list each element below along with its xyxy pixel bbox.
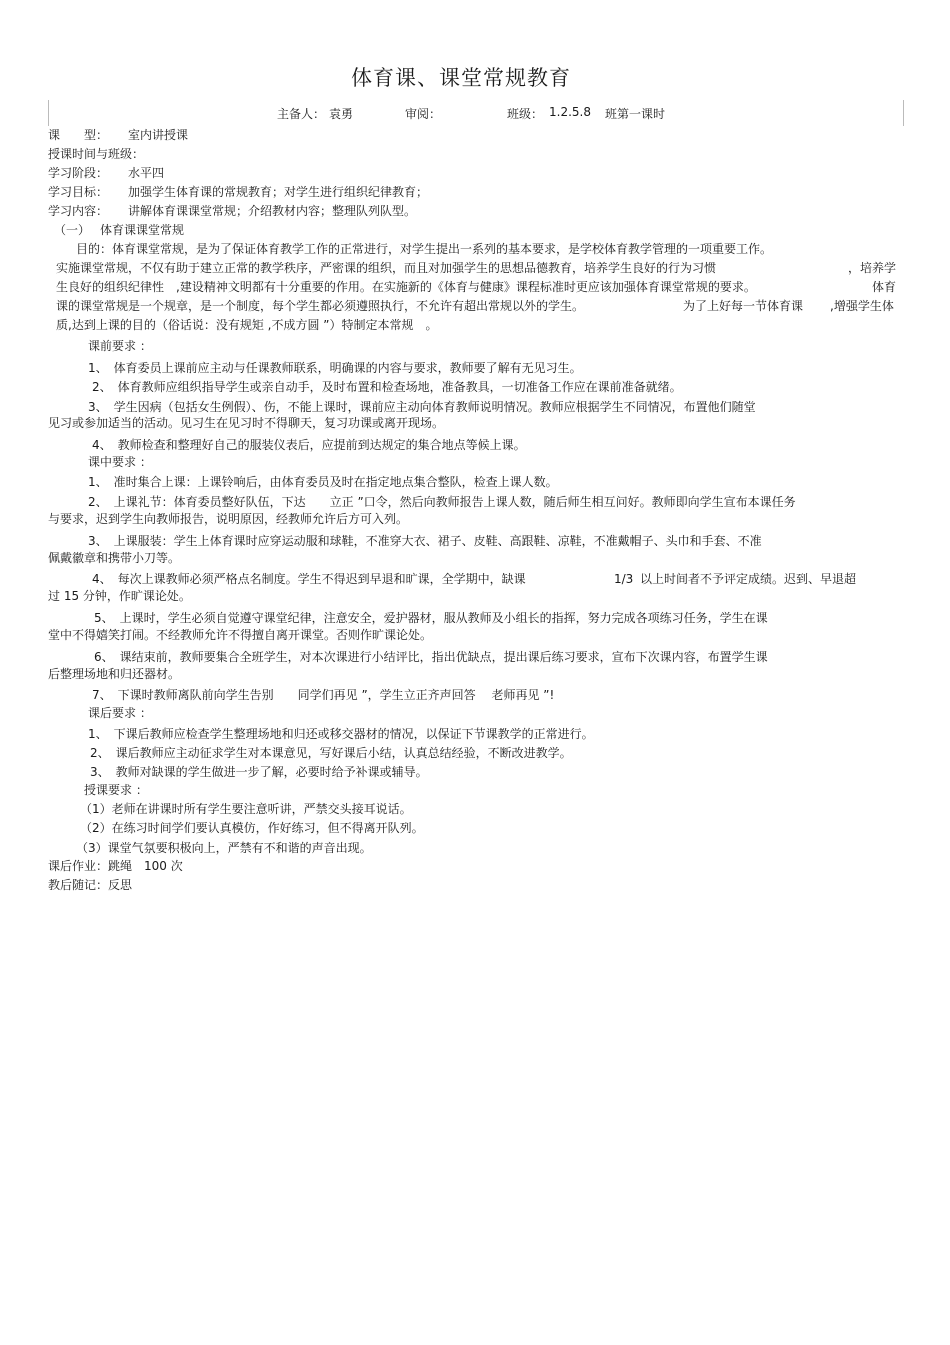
purpose-line: 体育: [872, 280, 897, 294]
list-item: 7、 下课时教师离队前向学生告别 同学们再见 ”，学生立正齐声回答 老师再见 ”!: [92, 688, 555, 702]
list-item: 2、 课后教师应主动征求学生对本课意见，写好课后小结，认真总结经验，不断改进教学。: [90, 746, 572, 760]
class-value: 1.2.5.8: [549, 105, 591, 119]
list-item: 后整理场地和归还器材。: [48, 667, 181, 681]
purpose-line: 目的：体育课堂常规，是为了保证体育教学工作的正常进行，对学生提出一系列的基本要求，是学校体育教学管理的一项重要工作。: [76, 242, 773, 256]
list-item: （1）老师在讲课时所有学生要注意听讲，严禁交头接耳说话。: [80, 802, 412, 816]
teaching-heading: 授课要求 ：: [84, 783, 148, 797]
list-item: 2、 上课礼节：体育委员整好队伍，下达 立正 ”口令，然后向教师报告上课人数，随后师生相互问好。教师即向学生宣布本课任务: [88, 495, 796, 509]
purpose-line: 实施课堂常规，不仅有助于建立正常的教学秩序，严密课的组织，而且对加强学生的思想品德教育，培养学生良好的行为习惯: [56, 261, 717, 275]
homework: [48, 858, 183, 875]
before-class-heading: 课前要求 ：: [88, 339, 152, 353]
list-item: 1、 准时集合上课：上课铃响后，由体育委员及时在指定地点集合整队，检查上课人数。: [88, 475, 558, 489]
list-item: 1/3: [614, 572, 634, 586]
purpose-line: 为了上好每一节体育课: [683, 299, 804, 313]
purpose-line: ，培养学: [848, 261, 897, 275]
class-label: 班级：: [507, 107, 544, 121]
notes-label: 教后随记：: [48, 878, 109, 892]
learning-goal: [48, 184, 428, 201]
list-item: 见习或参加适当的活动。见习生在见习时不得聊天，复习功课或离开现场。: [48, 416, 445, 430]
list-item: 3、 教师对缺课的学生做进一步了解，必要时给予补课或辅导。: [90, 765, 428, 779]
section-heading: [54, 222, 184, 239]
list-item: 2、 体育教师应组织指导学生或亲自动手，及时布置和检查场地，准备教具，一切准备工作应在课前准备就绪。: [92, 380, 682, 394]
list-item: 1、 下课后教师应检查学生整理场地和归还或移交器材的情况，以保证下节课教学的正常进行。: [88, 727, 594, 741]
reviewer-label: 审阅：: [405, 107, 442, 121]
list-item: 4、 每次上课教师必须严格点名制度。学生不得迟到早退和旷课，全学期中，缺课: [92, 572, 526, 586]
notes-value: 反思: [108, 878, 133, 892]
list-item: 3、 学生因病（包括女生例假）、伤，不能上课时，课前应主动向体育教师说明情况。教师应根据学生不同情况，布置他们随堂: [88, 400, 756, 414]
lesson-time-label: 授课时间与班级：: [48, 147, 145, 161]
learning-stage-value: 水平四: [128, 166, 165, 180]
header-info: [48, 100, 904, 126]
list-item: 以上时间者不予评定成绩。迟到、早退超: [640, 572, 857, 586]
list-item: 1、 体育委员上课前应主动与任课教师联系，明确课的内容与要求，教师要了解有无见习生。: [88, 361, 582, 375]
list-item: 3、 上课服装：学生上体育课时应穿运动服和球鞋，不准穿大衣、裙子、皮鞋、高跟鞋、凉鞋，不准戴帽子、头巾和手套、不准: [88, 534, 762, 548]
homework-value: 跳绳 100 次: [108, 859, 183, 873]
list-item: 堂中不得嬉笑打闹。不经教师允许不得擅自离开课堂。否则作旷课论处。: [48, 628, 433, 642]
during-class-heading: 课中要求 ：: [88, 455, 152, 469]
lesson-type: [48, 127, 188, 144]
section-number: （一）: [54, 223, 91, 237]
list-item: 佩戴徽章和携带小刀等。: [48, 551, 181, 565]
list-item: 过 15 分钟，作旷课论处。: [48, 589, 191, 603]
learning-content: [48, 203, 416, 220]
after-class-heading: 课后要求 ：: [88, 706, 152, 720]
list-item: 5、 上课时，学生必须自觉遵守课堂纪律，注意安全，爱护器材，服从教师及小组长的指挥，努力完成各项练习任务，学生在课: [94, 611, 768, 625]
lesson-type-value: 室内讲授课: [128, 128, 189, 142]
section-title: 体育课课堂常规: [100, 223, 185, 237]
learning-goal-value: 加强学生体育课的常规教育；对学生进行组织纪律教育；: [128, 185, 429, 199]
purpose-line: 课的课堂常规是一个规章，是一个制度，每个学生都必须遵照执行，不允许有超出常规以外的学生。: [56, 299, 585, 313]
post-lesson-notes: [48, 877, 132, 894]
class-suffix: 班第一课时: [605, 107, 666, 121]
homework-label: 课后作业：: [48, 859, 109, 873]
list-item: 与要求，迟到学生向教师报告，说明原因，经教师允许后方可入列。: [48, 512, 409, 526]
purpose-line: ,增强学生体: [830, 299, 894, 313]
preparer-name: 袁勇: [329, 107, 354, 121]
list-item: （2）在练习时间学们要认真模仿，作好练习，但不得离开队列。: [80, 821, 424, 835]
learning-stage-label: 学习阶段：: [48, 166, 109, 180]
list-item: 6、 课结束前，教师要集合全班学生，对本次课进行小结评比，指出优缺点，提出课后练习要求，宣布下次课内容，布置学生课: [94, 650, 768, 664]
learning-content-label: 学习内容：: [48, 204, 109, 218]
purpose-line: 质,达到上课的目的（俗话说：没有规矩 ,不成方圆 ”）特制定本常规 。: [56, 318, 438, 332]
list-item: （3）课堂气氛要积极向上，严禁有不和谐的声音出现。: [76, 841, 372, 855]
lesson-type-label: 课 型：: [48, 128, 109, 142]
learning-content-value: 讲解体育课课堂常规；介绍教材内容；整理队列队型。: [128, 204, 417, 218]
document-title: 体育课、课堂常规教育: [351, 66, 571, 90]
purpose-line: 生良好的组织纪律性 ,建设精神文明都有十分重要的作用。在实施新的《体育与健康》课程标准时更应该加强体育课堂常规的要求。: [56, 280, 756, 294]
learning-stage: [48, 165, 164, 182]
preparer-label: 主备人：: [277, 107, 326, 121]
list-item: 4、 教师检查和整理好自己的服装仪表后，应提前到达规定的集合地点等候上课。: [92, 438, 526, 452]
learning-goal-label: 学习目标：: [48, 185, 109, 199]
lesson-time-class: [48, 146, 144, 163]
